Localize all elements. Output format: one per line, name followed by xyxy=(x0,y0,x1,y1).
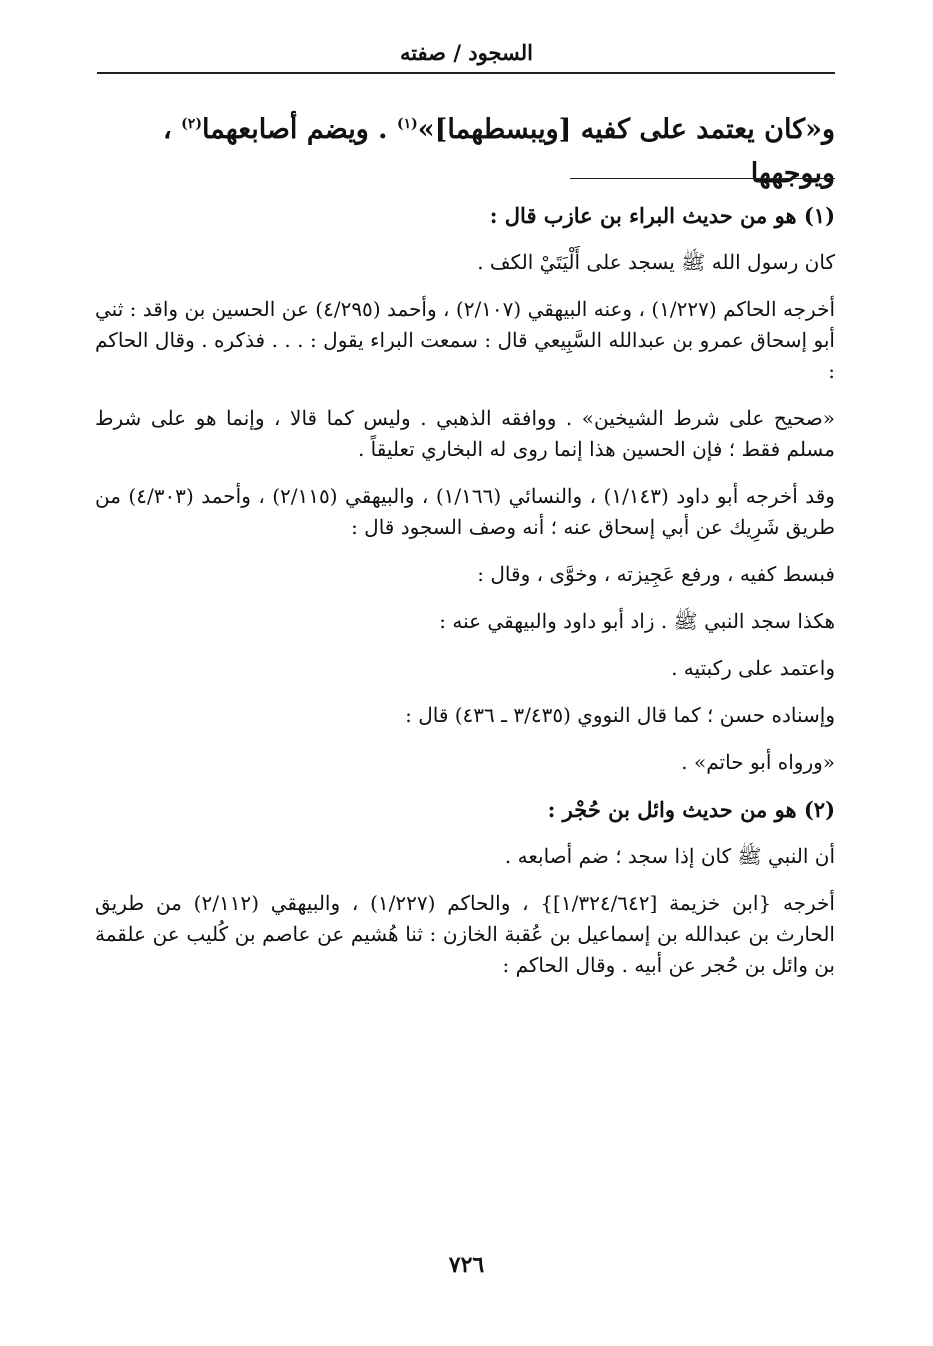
footnote-1-para: هكذا سجد النبي ﷺ . زاد أبو داود والبيهقي عنه : xyxy=(439,609,835,633)
footnote-ref-1: (١) xyxy=(396,116,418,132)
footnote-1-quote: كان رسول الله ﷺ يسجد على أَلْيَتَيْ الكف . xyxy=(477,250,835,274)
footnote-2-para: أخرجه {ابن خزيمة [١/٣٢٤/٦٤٢]} ، والحاكم (١/٢٢٧) ، والبيهقي (٢/١١٢) من طريق الحارث بن عبدالله بن إسماعيل بن عُقبة الخازن : ثنا هُشيم عن عاصم بن كُليب عن علقمة بن وائل بن حُجر عن أبيه . وقال الحاكم : xyxy=(95,891,835,977)
footnote-1-para: «ورواه أبو حاتم» . xyxy=(681,750,835,774)
footnote-1-para: وقد أخرجه أبو داود (١/١٤٣) ، والنسائي (١/١٦٦) ، والبيهقي (٢/١١٥) ، وأحمد (٤/٣٠٣) من طريق شَرِيك عن أبي إسحاق عنه ؛ أنه وصف السجود قال : xyxy=(95,484,835,539)
main-text-part3: ، ويوجهها xyxy=(163,114,835,189)
main-text-part2: . ويضم أصابعهما xyxy=(201,114,388,145)
header-rule xyxy=(97,72,835,74)
footnotes xyxy=(95,200,835,981)
footnote-ref-2: (٢) xyxy=(181,116,202,132)
footnote-1-para: فبسط كفيه ، ورفع عَجِيزته ، وخوَّى ، وقال : xyxy=(477,562,835,586)
page-number: ٧٢٦ xyxy=(448,1252,485,1278)
footnote-2-quote: أن النبي ﷺ كان إذا سجد ؛ ضم أصابعه . xyxy=(504,844,835,868)
main-text-part1: و«كان يعتمد على كفيه [ويبسطهما]» xyxy=(417,114,835,145)
footnote-1-para: واعتمد على ركبتيه . xyxy=(671,656,835,680)
footnote-rule xyxy=(570,178,835,179)
main-text xyxy=(95,102,835,196)
running-head: السجود / صفته xyxy=(399,40,534,65)
footnote-1-para: أخرجه الحاكم (١/٢٢٧) ، وعنه البيهقي (٢/١٠٧) ، وأحمد (٤/٢٩٥) عن الحسين بن واقد : ثني أبو إسحاق عمرو بن عبدالله السَّبِيعي قال : سمعت البراء يقول : . . . فذكره . وقال الحاكم : xyxy=(95,297,835,383)
footnote-2-heading: (٢) هو من حديث وائل بن حُجْر : xyxy=(547,797,835,822)
footnote-1-heading: (١) هو من حديث البراء بن عازب قال : xyxy=(489,203,835,228)
footnote-1-para: وإسناده حسن ؛ كما قال النووي (٣/٤٣٥ ـ ٤٣٦) قال : xyxy=(405,703,835,727)
footnote-1-para: «صحيح على شرط الشيخين» . ووافقه الذهبي . وليس كما قالا ، وإنما هو على شرط مسلم فقط ؛ فإن الحسين هذا إنما روى له البخاري تعليقاً . xyxy=(95,406,835,461)
